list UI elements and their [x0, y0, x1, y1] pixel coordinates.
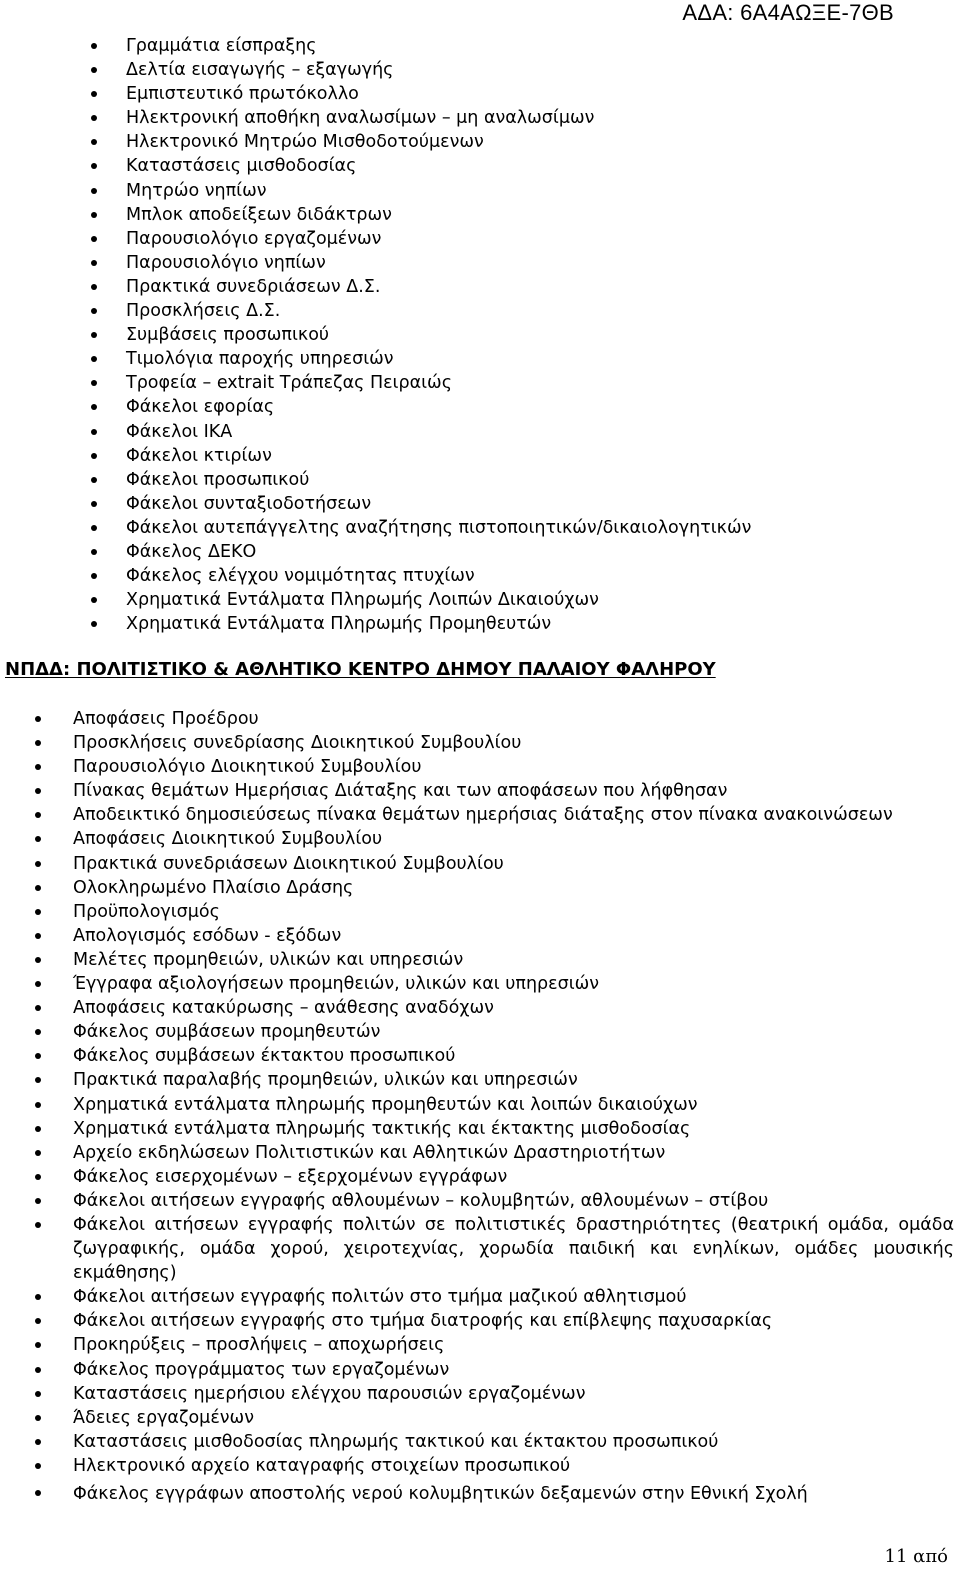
- list-item: Φάκελοι αιτήσεων εγγραφής αθλουμένων – κολυμβητών, αθλουμένων – στίβου: [0, 1189, 954, 1213]
- list-item: Φάκελοι αιτήσεων εγγραφής πολιτών σε πολιτιστικές δραστηριότητες (θεατρική ομάδα, ομάδα ζωγραφικής, ομάδα χορού, χειροτεχνίας, χορωδία παιδική και ενηλίκων, ομάδες μουσικής εκμάθησης): [0, 1213, 954, 1285]
- list-item: Χρηματικά εντάλματα πληρωμής προμηθευτών και λοιπών δικαιούχων: [0, 1093, 954, 1117]
- section-heading: ΝΠΔΔ: ΠΟΛΙΤΙΣΤΙΚΟ & ΑΘΛΗΤΙΚΟ ΚΕΝΤΡΟ ΔΗΜΟΥ ΠΑΛΑΙΟΥ ΦΑΛΗΡΟΥ: [5, 659, 716, 680]
- list-item: Προσκλήσεις συνεδρίασης Διοικητικού Συμβουλίου: [0, 731, 954, 755]
- list-item: Πρακτικά συνεδριάσεων Διοικητικού Συμβουλίου: [0, 852, 954, 876]
- list-item: Μπλοκ αποδείξεων διδάκτρων: [0, 203, 751, 227]
- list-item: Γραμμάτια είσπραξης: [0, 34, 751, 58]
- list-item: Ηλεκτρονικό Μητρώο Μισθοδοτούμενων: [0, 130, 751, 154]
- list-item: Ολοκληρωμένο Πλαίσιο Δράσης: [0, 876, 954, 900]
- list-item: Φάκελοι αυτεπάγγελτης αναζήτησης πιστοποιητικών/δικαιολογητικών: [0, 516, 751, 540]
- list-item: Φάκελοι αιτήσεων εγγραφής στο τμήμα διατροφής και επίβλεψης παχυσαρκίας: [0, 1309, 954, 1333]
- list-item: Καταστάσεις μισθοδοσίας πληρωμής τακτικού και έκτακτου προσωπικού: [0, 1430, 954, 1454]
- list-item: Μελέτες προμηθειών, υλικών και υπηρεσιών: [0, 948, 954, 972]
- list-item: Ηλεκτρονικό αρχείο καταγραφής στοιχείων προσωπικού: [0, 1454, 954, 1478]
- ada-code: ΑΔΑ: 6Α4ΑΩΞΕ-7ΘΒ: [682, 0, 894, 25]
- list-item: Χρηματικά εντάλματα πληρωμής τακτικής και έκτακτης μισθοδοσίας: [0, 1117, 954, 1141]
- list-item: Συμβάσεις προσωπικού: [0, 323, 751, 347]
- list-item: Άδειες εργαζομένων: [0, 1406, 954, 1430]
- list-item: Καταστάσεις ημερήσιου ελέγχου παρουσιών εργαζομένων: [0, 1382, 954, 1406]
- list-item: Φάκελος εισερχομένων – εξερχομένων εγγράφων: [0, 1165, 954, 1189]
- page-number: 11 από: [884, 1546, 948, 1567]
- list-item: Πρακτικά παραλαβής προμηθειών, υλικών και υπηρεσιών: [0, 1068, 954, 1092]
- list-item: Απολογισμός εσόδων - εξόδων: [0, 924, 954, 948]
- list-item: Δελτία εισαγωγής – εξαγωγής: [0, 58, 751, 82]
- list-item: Φάκελοι συνταξιοδοτήσεων: [0, 492, 751, 516]
- list-item: Φάκελος ΔΕΚΟ: [0, 540, 751, 564]
- list-item: Αποδεικτικό δημοσιεύσεως πίνακα θεμάτων ημερήσιας διάταξης στον πίνακα ανακοινώσεων: [0, 803, 954, 827]
- list-item: Φάκελοι κτιρίων: [0, 444, 751, 468]
- list-item: Φάκελοι εφορίας: [0, 395, 751, 419]
- list-item: Προκηρύξεις – προσλήψεις – αποχωρήσεις: [0, 1333, 954, 1357]
- list-item: Φάκελοι αιτήσεων εγγραφής πολιτών στο τμήμα μαζικού αθλητισμού: [0, 1285, 954, 1309]
- list-item: Ηλεκτρονική αποθήκη αναλωσίμων – μη αναλωσίμων: [0, 106, 751, 130]
- records-list: [0, 34, 751, 636]
- list-item: Φάκελος συμβάσεων έκτακτου προσωπικού: [0, 1044, 954, 1068]
- list-item: Αποφάσεις Διοικητικού Συμβουλίου: [0, 827, 954, 851]
- list-item: Πρακτικά συνεδριάσεων Δ.Σ.: [0, 275, 751, 299]
- list-item: Αποφάσεις Προέδρου: [0, 707, 954, 731]
- list-item: Χρηματικά Εντάλματα Πληρωμής Προμηθευτών: [0, 612, 751, 636]
- list-item: Αρχείο εκδηλώσεων Πολιτιστικών και Αθλητικών Δραστηριοτήτων: [0, 1141, 954, 1165]
- list-item: Φάκελοι προσωπικού: [0, 468, 751, 492]
- records-list-npdd: [0, 707, 954, 1507]
- list-item: Χρηματικά Εντάλματα Πληρωμής Λοιπών Δικαιούχων: [0, 588, 751, 612]
- list-item: Προσκλήσεις Δ.Σ.: [0, 299, 751, 323]
- list-item: Έγγραφα αξιολογήσεων προμηθειών, υλικών και υπηρεσιών: [0, 972, 954, 996]
- list-item: Φάκελοι ΙΚΑ: [0, 420, 751, 444]
- list-item: Πίνακας θεμάτων Ημερήσιας Διάταξης και των αποφάσεων που λήφθησαν: [0, 779, 954, 803]
- list-item: Αποφάσεις κατακύρωσης – ανάθεσης αναδόχων: [0, 996, 954, 1020]
- list-item: Φάκελος συμβάσεων προμηθευτών: [0, 1020, 954, 1044]
- list-item: Τροφεία – extrait Τράπεζας Πειραιώς: [0, 371, 751, 395]
- list-item: Τιμολόγια παροχής υπηρεσιών: [0, 347, 751, 371]
- list-item: Μητρώο νηπίων: [0, 179, 751, 203]
- list-item: Εμπιστευτικό πρωτόκολλο: [0, 82, 751, 106]
- list-item: Παρουσιολόγιο νηπίων: [0, 251, 751, 275]
- list-item: Φάκελος προγράμματος των εργαζομένων: [0, 1358, 954, 1382]
- list-item: Παρουσιολόγιο εργαζομένων: [0, 227, 751, 251]
- list-item: Φάκελος ελέγχου νομιμότητας πτυχίων: [0, 564, 751, 588]
- list-item: Καταστάσεις μισθοδοσίας: [0, 154, 751, 178]
- list-item: Παρουσιολόγιο Διοικητικού Συμβουλίου: [0, 755, 954, 779]
- list-item: Φάκελος εγγράφων αποστολής νερού κολυμβητικών δεξαμενών στην Εθνική Σχολή: [0, 1481, 954, 1507]
- list-item: Προϋπολογισμός: [0, 900, 954, 924]
